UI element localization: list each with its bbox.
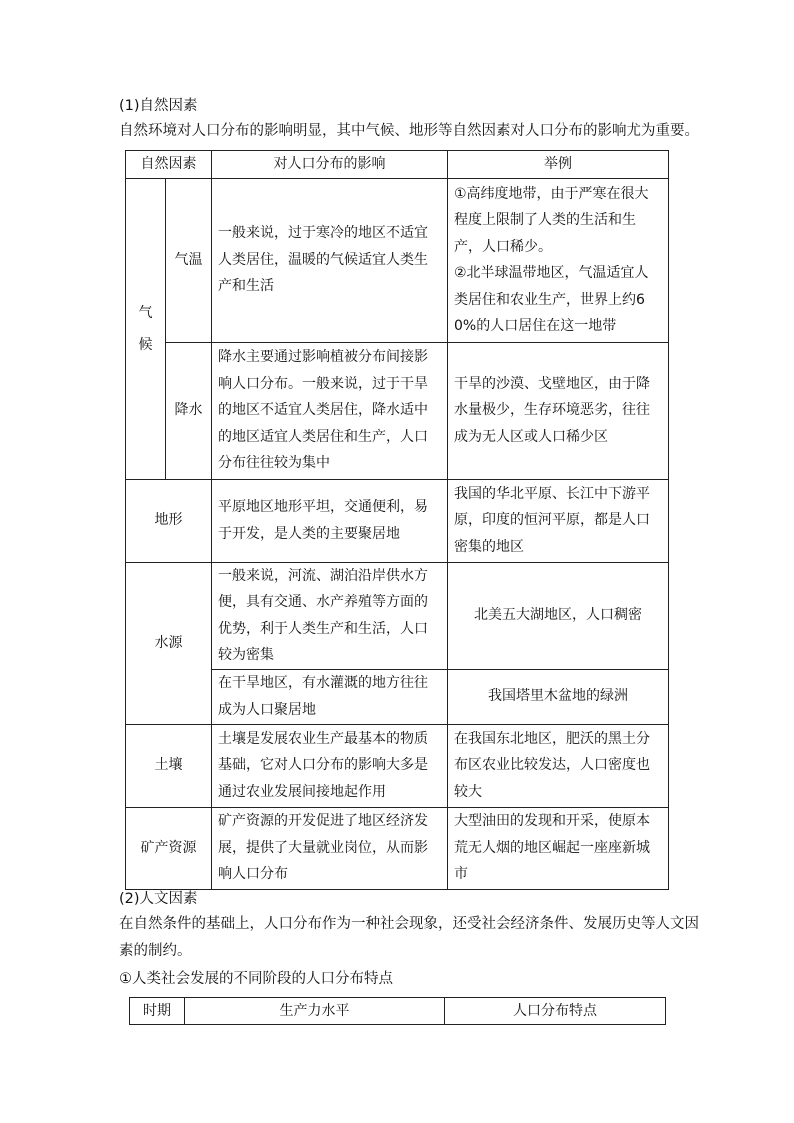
factor-cell: 土壤 xyxy=(126,724,212,807)
factor-cell: 降水 xyxy=(166,342,212,479)
table-row xyxy=(126,724,669,807)
table-row xyxy=(126,479,669,562)
section2-sub-heading: ①人类社会发展的不同阶段的人口分布特点 xyxy=(119,971,393,987)
example-cell: 北美五大湖地区，人口稠密 xyxy=(448,562,669,669)
table-header-row xyxy=(126,151,669,179)
factor-cell: 矿产资源 xyxy=(126,807,212,889)
table-row xyxy=(126,807,669,889)
example-cell xyxy=(448,178,669,342)
effect-cell: 一般来说，过于寒冷的地区不适宜人类居住，温暖的气候适宜人类生产和生活 xyxy=(212,178,448,342)
natural-factors-table xyxy=(125,150,669,890)
factor-cell: 水源 xyxy=(126,562,212,724)
table-row xyxy=(126,342,669,479)
climate-group-cell xyxy=(126,178,166,479)
effect-cell: 平原地区地形平坦，交通便利，易于开发，是人类的主要聚居地 xyxy=(212,479,448,562)
header-period: 时期 xyxy=(130,998,185,1025)
section1-heading: (1)自然因素 xyxy=(119,98,198,114)
table-row xyxy=(126,562,669,669)
climate-group-label: 气候 xyxy=(138,304,153,353)
example-cell: 在我国东北地区，肥沃的黑土分布区农业比较发达，人口密度也较大 xyxy=(448,724,669,807)
header-example: 举例 xyxy=(448,151,669,179)
factor-cell: 气温 xyxy=(166,178,212,342)
table-row xyxy=(126,178,669,342)
header-effect: 对人口分布的影响 xyxy=(212,151,448,179)
factor-cell: 地形 xyxy=(126,479,212,562)
section2-intro-line1: 在自然条件的基础上，人口分布作为一种社会现象，还受社会经济条件、发展历史等人文因 xyxy=(119,916,699,932)
effect-cell: 一般来说，河流、湖泊沿岸供水方便，具有交通、水产养殖等方面的优势，利于人类生产和生活，人口较为密集 xyxy=(212,562,448,669)
effect-cell: 矿产资源的开发促进了地区经济发展，提供了大量就业岗位，从而影响人口分布 xyxy=(212,807,448,889)
header-factor: 自然因素 xyxy=(126,151,212,179)
social-stages-table xyxy=(129,997,666,1025)
effect-cell: 在干旱地区，有水灌溉的地方往往成为人口聚居地 xyxy=(212,669,448,724)
section2-heading: (2)人文因素 xyxy=(119,891,198,907)
header-productivity: 生产力水平 xyxy=(185,998,445,1025)
effect-cell: 降水主要通过影响植被分布间接影响人口分布。一般来说，过于干旱的地区不适宜人类居住，降水适中的地区适宜人类居住和生产，人口分布往往较为集中 xyxy=(212,342,448,479)
example-item: ①高纬度地带，由于严寒在很大程度上限制了人类的生活和生产，人口稀少。 xyxy=(454,185,649,255)
section2-intro-line2: 素的制约。 xyxy=(119,943,192,959)
example-cell: 大型油田的发现和开采，使原本荒无人烟的地区崛起一座座新城市 xyxy=(448,807,669,889)
example-cell: 我国的华北平原、长江中下游平原，印度的恒河平原，都是人口密集的地区 xyxy=(448,479,669,562)
example-item: ②北半球温带地区，气温适宜人类居住和农业生产，世界上约60%的人口居住在这一地带 xyxy=(454,265,649,334)
example-cell: 干旱的沙漠、戈壁地区，由于降水量极少，生存环境恶劣，往往成为无人区或人口稀少区 xyxy=(448,342,669,479)
section1-intro: 自然环境对人口分布的影响明显，其中气候、地形等自然因素对人口分布的影响尤为重要。 xyxy=(119,123,699,139)
effect-cell: 土壤是发展农业生产最基本的物质基础，它对人口分布的影响大多是通过农业发展间接地起作用 xyxy=(212,724,448,807)
header-distribution: 人口分布特点 xyxy=(445,998,666,1025)
example-cell: 我国塔里木盆地的绿洲 xyxy=(448,669,669,724)
table-header-row xyxy=(130,998,666,1025)
